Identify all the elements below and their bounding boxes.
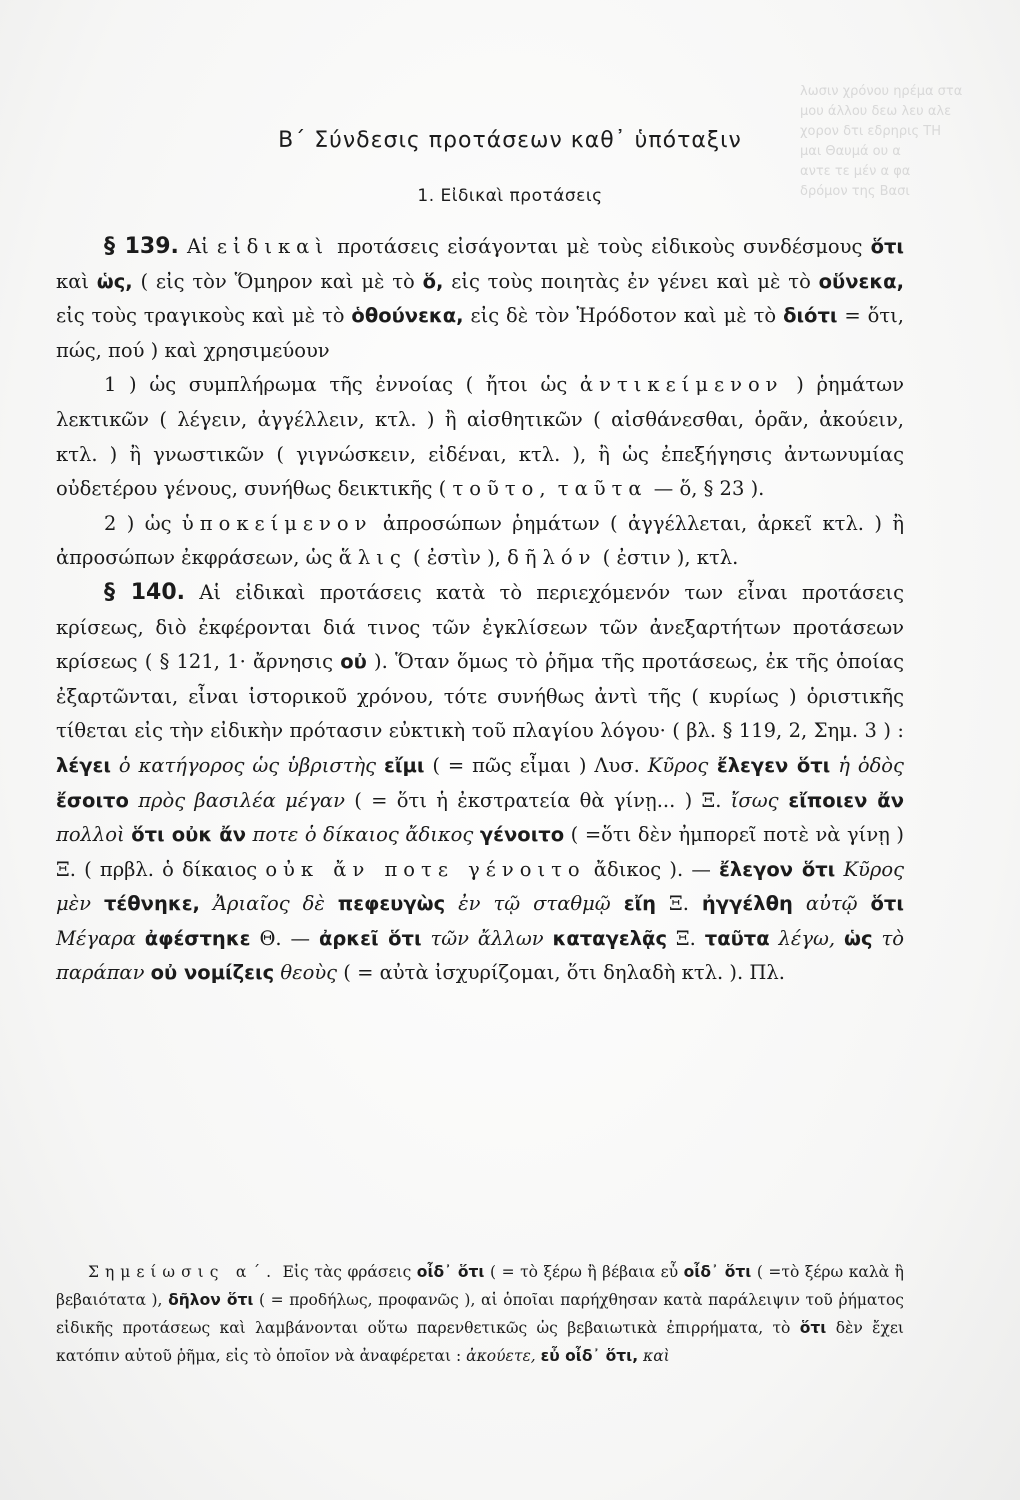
paragraph-140: § 140. Αἱ εἰδικαὶ προτάσεις κατὰ τὸ περιεχόμενόν των εἶναι προτάσεις κρίσεως, διὸ ἐκφέρονται διά τινος τῶν ἐγκλίσεων τῶν ἀνεξαρτήτων προτάσεων κρίσεως ( § 121, 1· ἄρνησις οὐ ). Ὅταν ὅμως τὸ ῥῆμα τῆς προτάσεως, ἐκ τῆς ὁποίας ἐξαρτῶνται, εἶναι ἱστορικοῦ χρόνου, τότε συνήθως ἀντὶ τῆς ( κυρίως ) ὁριστικῆς τίθεται εἰς τὴν εἰδικὴν πρότασιν εὐκτικὴ τοῦ πλαγίου λόγου· ( βλ. § 119, 2, Σημ. 3 ) : λέγει ὁ κατήγορος ὡς ὑβριστὴς εἴμι ( = πῶς εἶμαι ) Λυσ. Κῦρος ἔλεγεν ὅτι ἡ ὁδὸς ἔσοιτο πρὸς βασιλέα μέγαν ( = ὅτι ἡ ἐκστρατεία θὰ γίνῃ... ) Ξ. ἴσως εἴποιεν ἄν πολλοὶ ὅτι οὐκ ἄν ποτε ὁ δίκαιος ἄδικος γένοιτο ( =ὅτι δὲν ἠμπορεῖ ποτὲ νὰ γίνῃ ) Ξ. ( πρβλ. ὁ δίκαιος οὐκ ἄν ποτε γένοιτο ἄδικος ). — ἔλεγον ὅτι Κῦρος μὲν τέθνηκε, Ἀριαῖος δὲ πεφευγὼς ἐν τῷ σταθμῷ εἴη Ξ. ἠγγέλθη αὐτῷ ὅτι Μέγαρα ἀφέστηκε Θ. — ἀρκεῖ ὅτι τῶν ἄλλων καταγελᾷς Ξ. ταῦτα λέγω, ὡς τὸ παράπαν οὐ νομίζεις θεοὺς ( = αὐτὰ ἰσχυρίζομαι, ὅτι δηλαδὴ κτλ. ). Πλ.	[56, 579, 904, 985]
note-label: Σημείωσις α΄.	[88, 1263, 278, 1281]
item-1: 1 ) ὡς συμπλήρωμα τῆς ἐννοίας ( ἤτοι ὡς ἀντικείμενον ) ῥημάτων λεκτικῶν ( λέγειν, ἀγγέλλειν, κτλ. ) ἢ αἰσθητικῶν ( αἰσθάνεσθαι, ὁρᾶν, ἀκούειν, κτλ. ) ἢ γνωστικῶν ( γιγνώσκειν, εἰδέναι, κτλ. ), ἢ ὡς ἐπεξήγησις ἀντωνυμίας οὐδετέρου γένους, συνήθως δεικτικῆς ( τοῦτο, ταῦτα — ὅ, § 23 ).	[56, 373, 904, 501]
main-text	[56, 230, 904, 991]
section-number: § 139.	[104, 234, 179, 259]
footnote-remark: Σημείωσις α΄. Εἰς τὰς φράσεις οἶδ᾿ ὅτι ( = τὸ ξέρω ἢ βέβαια εὖ οἶδ᾿ ὅτι ( =τὸ ξέρω καλὰ ἢ βεβαιότατα ), δῆλον ὅτι ( = προδήλως, προφανῶς ), αἱ ὁποῖαι παρήχθησαν κατὰ παράλειψιν τοῦ ῥήματος εἰδικῆς προτάσεως καὶ λαμβάνονται οὕτω παρενθετικῶς ὡς βεβαιωτικὰ ἐπιρρήματα, τὸ ὅτι δὲν ἔχει κατόπιν αὐτοῦ ῥῆμα, εἰς τὸ ὁποῖον νὰ ἀναφέρεται : ἀκούετε, εὖ οἶδ᾿ ὅτι, καὶ	[56, 1263, 904, 1365]
section-heading: Β΄ Σύνδεσις προτάσεων καθ᾿ ὑπόταξιν	[278, 128, 742, 153]
paragraph-139: § 139. Αἱ εἰδικαὶ προτάσεις εἰσάγονται μὲ τοὺς εἰδικοὺς συνδέσμους ὅτι καὶ ὡς, ( εἰς τὸν Ὅμηρον καὶ μὲ τὸ ὅ, εἰς τοὺς ποιητὰς ἐν γένει καὶ μὲ τὸ οὕνεκα, εἰς τοὺς τραγικοὺς καὶ μὲ τὸ ὁθούνεκα, εἰς δὲ τὸν Ἡρόδοτον καὶ μὲ τὸ διότι = ὅτι, πώς, πού ) καὶ χρησιμεύουν	[56, 234, 905, 362]
bleed-through-text: λωσιν χρόνου ηρέμα στα μου άλλου δεω λευ αλε χορον δτι εδρηρις ΤΗ μαι Θαυμά ου α αντε τε μέν α φα δρόμον της Βασι	[800, 84, 963, 199]
subsection-heading: 1. Εἰδικαὶ προτάσεις	[417, 186, 603, 206]
section-number: § 140.	[104, 579, 186, 605]
item-2: 2 ) ὡς ὑποκείμενον ἀπροσώπων ῥημάτων ( ἀγγέλλεται, ἀρκεῖ κτλ. ) ἢ ἀπροσώπων ἐκφράσεων, ὡς ἅλις ( ἐστὶν ), δῆλόν ( ἐστιν ), κτλ.	[56, 511, 904, 570]
